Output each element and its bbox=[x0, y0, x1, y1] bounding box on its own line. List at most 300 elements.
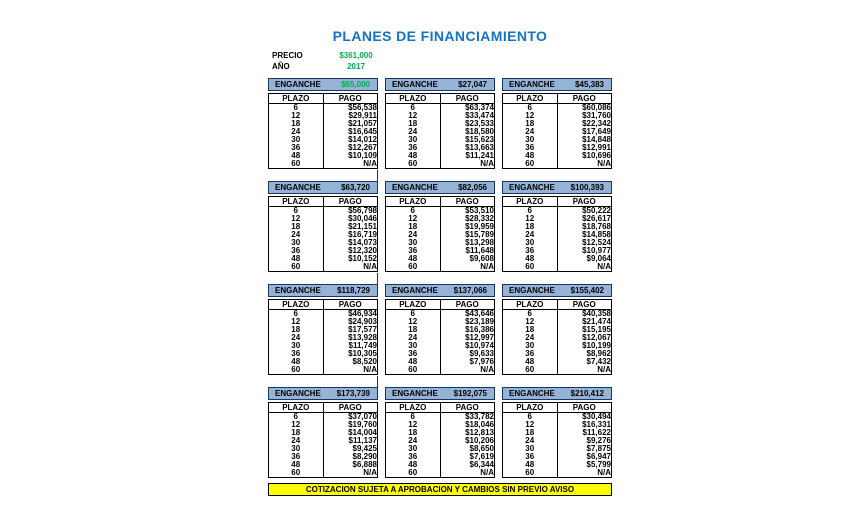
pago-header: PAGO bbox=[323, 403, 378, 413]
plazo-cell: 6 bbox=[503, 310, 558, 319]
pago-cell: $16,645 bbox=[348, 127, 377, 136]
payment-table bbox=[268, 196, 378, 272]
payment-table-header-row bbox=[503, 197, 612, 207]
plan-block bbox=[385, 284, 495, 376]
enganche-value: $27,047 bbox=[458, 80, 487, 89]
pago-cell: $8,962 bbox=[586, 349, 611, 358]
enganche-label: ENGANCHE bbox=[509, 183, 555, 192]
plazo-cell: 18 bbox=[503, 223, 558, 231]
pago-cell: $43,646 bbox=[465, 309, 494, 318]
pago-cell: N/A bbox=[597, 468, 611, 477]
plazo-header: PLAZO bbox=[386, 300, 441, 310]
payment-table-header-row bbox=[503, 300, 612, 310]
pago-cell: $19,959 bbox=[465, 222, 494, 231]
plazo-cell: 18 bbox=[269, 326, 324, 334]
payment-row bbox=[503, 461, 612, 469]
plazo-cell: 60 bbox=[386, 469, 441, 478]
pago-cell: $60,086 bbox=[582, 103, 611, 112]
plazo-cell: 36 bbox=[386, 144, 441, 152]
precio-label: PRECIO bbox=[272, 51, 303, 60]
plazo-cell: 6 bbox=[503, 413, 558, 422]
price-info bbox=[268, 50, 612, 72]
payment-row bbox=[269, 152, 378, 160]
pago-cell: $14,848 bbox=[582, 135, 611, 144]
enganche-header bbox=[502, 284, 612, 297]
enganche-header bbox=[268, 284, 378, 297]
plazo-cell: 18 bbox=[269, 223, 324, 231]
pago-cell: $10,109 bbox=[348, 151, 377, 160]
plazo-cell: 30 bbox=[386, 445, 441, 453]
payment-table bbox=[502, 196, 612, 272]
enganche-value: $210,412 bbox=[570, 389, 604, 398]
pago-cell: $15,789 bbox=[465, 230, 494, 239]
plazo-cell: 12 bbox=[503, 421, 558, 429]
pago-cell: $10,206 bbox=[465, 436, 494, 445]
pago-cell: $15,195 bbox=[582, 325, 611, 334]
pago-cell: $11,622 bbox=[582, 428, 611, 437]
plazo-cell: 6 bbox=[269, 413, 324, 422]
pago-cell: $7,432 bbox=[586, 357, 611, 366]
precio-row bbox=[268, 50, 612, 61]
pago-cell: $53,510 bbox=[465, 206, 494, 215]
precio-value: $361,000 bbox=[339, 51, 373, 60]
pago-cell: $10,305 bbox=[348, 349, 377, 358]
enganche-header bbox=[502, 78, 612, 91]
plazo-cell: 60 bbox=[386, 366, 441, 375]
enganche-value: $82,056 bbox=[458, 183, 487, 192]
pago-cell: $14,012 bbox=[348, 135, 377, 144]
pago-cell: $30,494 bbox=[582, 412, 611, 421]
plazo-cell: 60 bbox=[269, 469, 324, 478]
pago-cell: $30,046 bbox=[348, 214, 377, 223]
payment-row bbox=[386, 152, 495, 160]
payment-table bbox=[385, 299, 495, 375]
plazo-cell: 30 bbox=[386, 136, 441, 144]
plazo-cell: 60 bbox=[386, 160, 441, 169]
plazo-cell: 24 bbox=[503, 128, 558, 136]
enganche-label: ENGANCHE bbox=[275, 286, 321, 295]
grid-line-artifact bbox=[377, 273, 378, 284]
pago-cell: $14,858 bbox=[582, 230, 611, 239]
plazo-cell: 48 bbox=[386, 255, 441, 263]
plazo-cell: 6 bbox=[386, 413, 441, 422]
plazo-cell: 18 bbox=[386, 120, 441, 128]
pago-cell: $11,137 bbox=[348, 436, 377, 445]
pago-header: PAGO bbox=[557, 403, 612, 413]
pago-cell: $14,073 bbox=[348, 238, 377, 247]
pago-cell: $14,004 bbox=[348, 428, 377, 437]
pago-cell: $15,623 bbox=[465, 135, 494, 144]
enganche-header bbox=[502, 387, 612, 400]
plazo-cell: 6 bbox=[503, 104, 558, 113]
plan-block bbox=[385, 78, 495, 170]
pago-cell: N/A bbox=[363, 159, 377, 168]
enganche-value: $137,066 bbox=[453, 286, 487, 295]
plazo-cell: 30 bbox=[503, 342, 558, 350]
plazo-cell: 12 bbox=[269, 421, 324, 429]
plazo-cell: 36 bbox=[503, 144, 558, 152]
pago-cell: $12,267 bbox=[348, 143, 377, 152]
pago-cell: $12,991 bbox=[582, 143, 611, 152]
pago-cell: $56,538 bbox=[348, 103, 377, 112]
plan-block bbox=[385, 387, 495, 479]
payment-row bbox=[386, 469, 495, 478]
plazo-header: PLAZO bbox=[503, 403, 558, 413]
payment-table bbox=[268, 402, 378, 478]
pago-cell: $23,533 bbox=[465, 119, 494, 128]
sheet-content bbox=[268, 28, 612, 496]
enganche-label: ENGANCHE bbox=[275, 80, 321, 89]
plazo-cell: 48 bbox=[386, 461, 441, 469]
pago-cell: $21,151 bbox=[348, 222, 377, 231]
plazo-cell: 30 bbox=[269, 445, 324, 453]
plan-block bbox=[268, 284, 378, 376]
payment-table bbox=[385, 196, 495, 272]
payment-row bbox=[386, 255, 495, 263]
plazo-cell: 18 bbox=[269, 120, 324, 128]
enganche-label: ENGANCHE bbox=[392, 389, 438, 398]
plazo-cell: 30 bbox=[269, 342, 324, 350]
payment-table-header-row bbox=[269, 300, 378, 310]
pago-cell: $12,320 bbox=[348, 246, 377, 255]
plazo-cell: 6 bbox=[269, 104, 324, 113]
pago-cell: $63,374 bbox=[465, 103, 494, 112]
plazo-cell: 48 bbox=[269, 152, 324, 160]
pago-cell: $10,199 bbox=[582, 341, 611, 350]
pago-cell: $10,977 bbox=[582, 246, 611, 255]
payment-row bbox=[503, 263, 612, 272]
payment-row bbox=[386, 160, 495, 169]
pago-header: PAGO bbox=[557, 197, 612, 207]
plazo-cell: 12 bbox=[386, 112, 441, 120]
payment-row bbox=[503, 255, 612, 263]
plazo-cell: 48 bbox=[503, 152, 558, 160]
pago-cell: $22,342 bbox=[582, 119, 611, 128]
pago-header: PAGO bbox=[440, 197, 495, 207]
pago-cell: $56,798 bbox=[348, 206, 377, 215]
plazo-cell: 60 bbox=[269, 263, 324, 272]
plazo-cell: 48 bbox=[269, 255, 324, 263]
plazo-cell: 24 bbox=[386, 128, 441, 136]
payment-row bbox=[269, 366, 378, 375]
enganche-label: ENGANCHE bbox=[509, 389, 555, 398]
plazo-header: PLAZO bbox=[269, 94, 324, 104]
pago-cell: $12,524 bbox=[582, 238, 611, 247]
pago-cell: $23,189 bbox=[465, 317, 494, 326]
pago-header: PAGO bbox=[323, 197, 378, 207]
plazo-cell: 12 bbox=[503, 318, 558, 326]
payment-table-header-row bbox=[503, 94, 612, 104]
pago-cell: $9,064 bbox=[586, 254, 611, 263]
pago-cell: $8,290 bbox=[352, 452, 377, 461]
plan-block bbox=[502, 78, 612, 170]
plazo-cell: 36 bbox=[269, 247, 324, 255]
enganche-header bbox=[268, 78, 378, 91]
plazo-cell: 18 bbox=[503, 120, 558, 128]
pago-header: PAGO bbox=[440, 403, 495, 413]
payment-table bbox=[502, 402, 612, 478]
pago-header: PAGO bbox=[440, 94, 495, 104]
pago-cell: $12,067 bbox=[582, 333, 611, 342]
plazo-cell: 36 bbox=[386, 350, 441, 358]
enganche-label: ENGANCHE bbox=[509, 80, 555, 89]
pago-cell: $11,648 bbox=[465, 246, 494, 255]
plazo-header: PLAZO bbox=[386, 403, 441, 413]
payment-row bbox=[503, 366, 612, 375]
plazo-cell: 24 bbox=[269, 334, 324, 342]
plazo-cell: 12 bbox=[269, 112, 324, 120]
plazo-cell: 18 bbox=[386, 326, 441, 334]
plazo-header: PLAZO bbox=[269, 197, 324, 207]
payment-table bbox=[268, 93, 378, 169]
enganche-label: ENGANCHE bbox=[392, 183, 438, 192]
plazo-cell: 36 bbox=[386, 247, 441, 255]
pago-cell: $28,332 bbox=[465, 214, 494, 223]
plan-block bbox=[268, 387, 378, 479]
plans-grid bbox=[268, 78, 612, 479]
pago-cell: $6,947 bbox=[586, 452, 611, 461]
pago-cell: $16,331 bbox=[582, 420, 611, 429]
pago-cell: $31,760 bbox=[582, 111, 611, 120]
payment-row bbox=[386, 263, 495, 272]
pago-cell: $18,580 bbox=[465, 127, 494, 136]
plazo-cell: 12 bbox=[269, 215, 324, 223]
enganche-label: ENGANCHE bbox=[509, 286, 555, 295]
pago-cell: $9,425 bbox=[352, 444, 377, 453]
pago-cell: $40,358 bbox=[582, 309, 611, 318]
pago-cell: $11,241 bbox=[465, 151, 494, 160]
disclaimer-banner: COTIZACION SUJETA A APROBACION Y CAMBIOS SIN PREVIO AVISO bbox=[268, 483, 612, 496]
enganche-header bbox=[268, 181, 378, 194]
pago-cell: N/A bbox=[363, 262, 377, 271]
pago-cell: $9,608 bbox=[469, 254, 494, 263]
ano-row bbox=[268, 61, 612, 72]
plazo-cell: 12 bbox=[269, 318, 324, 326]
plazo-cell: 30 bbox=[503, 136, 558, 144]
plazo-cell: 60 bbox=[503, 366, 558, 375]
pago-cell: $33,474 bbox=[465, 111, 494, 120]
pago-cell: $21,474 bbox=[582, 317, 611, 326]
plazo-cell: 6 bbox=[503, 207, 558, 216]
grid-line-artifact bbox=[377, 376, 378, 387]
payment-table-header-row bbox=[269, 403, 378, 413]
plazo-cell: 18 bbox=[386, 429, 441, 437]
plazo-cell: 24 bbox=[503, 231, 558, 239]
plazo-cell: 48 bbox=[269, 461, 324, 469]
pago-cell: $37,070 bbox=[348, 412, 377, 421]
pago-cell: $29,911 bbox=[348, 111, 377, 120]
pago-cell: $12,997 bbox=[465, 333, 494, 342]
pago-cell: $7,976 bbox=[469, 357, 494, 366]
enganche-label: ENGANCHE bbox=[392, 80, 438, 89]
plan-block bbox=[385, 181, 495, 273]
plazo-header: PLAZO bbox=[503, 197, 558, 207]
pago-cell: $11,749 bbox=[348, 341, 377, 350]
plazo-cell: 36 bbox=[269, 453, 324, 461]
enganche-value: $45,383 bbox=[575, 80, 604, 89]
pago-cell: $16,386 bbox=[465, 325, 494, 334]
payment-table bbox=[502, 93, 612, 169]
pago-cell: $13,663 bbox=[465, 143, 494, 152]
plazo-header: PLAZO bbox=[386, 197, 441, 207]
pago-cell: $7,619 bbox=[469, 452, 494, 461]
enganche-value: $192,075 bbox=[453, 389, 487, 398]
plazo-cell: 18 bbox=[503, 429, 558, 437]
pago-cell: $8,520 bbox=[352, 357, 377, 366]
plazo-cell: 6 bbox=[269, 310, 324, 319]
payment-table-header-row bbox=[503, 403, 612, 413]
ano-label: AÑO bbox=[272, 62, 290, 71]
pago-cell: $21,057 bbox=[348, 119, 377, 128]
pago-cell: $9,633 bbox=[469, 349, 494, 358]
pago-cell: N/A bbox=[480, 365, 494, 374]
plan-block bbox=[268, 78, 378, 170]
plazo-cell: 6 bbox=[269, 207, 324, 216]
enganche-header bbox=[268, 387, 378, 400]
payment-row bbox=[269, 255, 378, 263]
plazo-cell: 24 bbox=[503, 437, 558, 445]
enganche-header bbox=[385, 181, 495, 194]
plan-block bbox=[502, 387, 612, 479]
plazo-cell: 48 bbox=[503, 255, 558, 263]
plazo-cell: 36 bbox=[503, 247, 558, 255]
plazo-cell: 60 bbox=[503, 263, 558, 272]
pago-cell: $6,344 bbox=[469, 460, 494, 469]
plazo-cell: 12 bbox=[503, 112, 558, 120]
plazo-cell: 60 bbox=[269, 366, 324, 375]
enganche-value: $118,729 bbox=[337, 286, 370, 295]
pago-cell: $7,875 bbox=[586, 444, 611, 453]
plazo-cell: 12 bbox=[386, 421, 441, 429]
pago-cell: N/A bbox=[363, 365, 377, 374]
enganche-value: $173,739 bbox=[336, 389, 370, 398]
pago-cell: $16,719 bbox=[348, 230, 377, 239]
plazo-cell: 12 bbox=[503, 215, 558, 223]
plazo-cell: 6 bbox=[386, 104, 441, 113]
plazo-cell: 24 bbox=[386, 334, 441, 342]
plazo-cell: 60 bbox=[269, 160, 324, 169]
pago-cell: $6,888 bbox=[352, 460, 377, 469]
plazo-cell: 48 bbox=[386, 152, 441, 160]
plazo-cell: 24 bbox=[269, 437, 324, 445]
payment-row bbox=[386, 366, 495, 375]
plazo-cell: 48 bbox=[269, 358, 324, 366]
plazo-cell: 12 bbox=[386, 318, 441, 326]
plan-block bbox=[502, 284, 612, 376]
plazo-cell: 48 bbox=[503, 461, 558, 469]
plan-block bbox=[502, 181, 612, 273]
plazo-cell: 6 bbox=[386, 207, 441, 216]
pago-header: PAGO bbox=[440, 300, 495, 310]
plazo-cell: 48 bbox=[386, 358, 441, 366]
plazo-cell: 18 bbox=[503, 326, 558, 334]
plazo-cell: 30 bbox=[503, 445, 558, 453]
grid-line-artifact bbox=[377, 170, 378, 181]
plazo-cell: 12 bbox=[386, 215, 441, 223]
plazo-cell: 6 bbox=[386, 310, 441, 319]
plazo-cell: 24 bbox=[503, 334, 558, 342]
pago-cell: $10,152 bbox=[348, 254, 377, 263]
plazo-cell: 60 bbox=[386, 263, 441, 272]
pago-header: PAGO bbox=[557, 94, 612, 104]
plazo-cell: 36 bbox=[269, 350, 324, 358]
pago-cell: N/A bbox=[480, 262, 494, 271]
plazo-cell: 18 bbox=[386, 223, 441, 231]
payment-table-header-row bbox=[386, 197, 495, 207]
plazo-header: PLAZO bbox=[503, 300, 558, 310]
plazo-cell: 36 bbox=[386, 453, 441, 461]
pago-cell: N/A bbox=[363, 468, 377, 477]
plazo-cell: 30 bbox=[269, 136, 324, 144]
pago-cell: N/A bbox=[597, 159, 611, 168]
enganche-label: ENGANCHE bbox=[392, 286, 438, 295]
payment-row bbox=[386, 358, 495, 366]
pago-cell: $19,760 bbox=[348, 420, 377, 429]
pago-cell: $18,046 bbox=[465, 420, 494, 429]
plazo-cell: 18 bbox=[269, 429, 324, 437]
plazo-cell: 60 bbox=[503, 160, 558, 169]
pago-cell: $10,974 bbox=[465, 341, 494, 350]
plazo-cell: 24 bbox=[386, 231, 441, 239]
pago-cell: $33,782 bbox=[465, 412, 494, 421]
pago-cell: $50,222 bbox=[582, 206, 611, 215]
plazo-cell: 24 bbox=[269, 128, 324, 136]
payment-table-header-row bbox=[386, 300, 495, 310]
enganche-header bbox=[385, 387, 495, 400]
payment-row bbox=[386, 461, 495, 469]
payment-row bbox=[269, 263, 378, 272]
page-title: PLANES DE FINANCIAMIENTO bbox=[332, 28, 548, 44]
pago-cell: $12,813 bbox=[465, 428, 494, 437]
pago-header: PAGO bbox=[323, 94, 378, 104]
ano-value: 2017 bbox=[347, 62, 365, 71]
payment-row bbox=[269, 160, 378, 169]
plazo-header: PLAZO bbox=[269, 403, 324, 413]
plazo-header: PLAZO bbox=[503, 94, 558, 104]
plazo-cell: 36 bbox=[503, 453, 558, 461]
pago-cell: $17,577 bbox=[348, 325, 377, 334]
payment-table bbox=[502, 299, 612, 375]
enganche-label: ENGANCHE bbox=[275, 389, 321, 398]
plazo-cell: 30 bbox=[386, 342, 441, 350]
plazo-cell: 48 bbox=[503, 358, 558, 366]
enganche-header bbox=[385, 284, 495, 297]
pago-cell: $26,617 bbox=[582, 214, 611, 223]
pago-cell: $9,276 bbox=[586, 436, 611, 445]
enganche-value: $155,402 bbox=[570, 286, 604, 295]
plan-block bbox=[268, 181, 378, 273]
enganche-value: $65,000 bbox=[341, 80, 370, 89]
pago-header: PAGO bbox=[557, 300, 612, 310]
enganche-value: $63,720 bbox=[341, 183, 370, 192]
payment-table-header-row bbox=[386, 403, 495, 413]
plazo-cell: 24 bbox=[386, 437, 441, 445]
enganche-header bbox=[502, 181, 612, 194]
payment-row bbox=[269, 358, 378, 366]
enganche-value: $100,393 bbox=[570, 183, 604, 192]
payment-row bbox=[503, 358, 612, 366]
payment-table bbox=[385, 93, 495, 169]
payment-table-header-row bbox=[269, 197, 378, 207]
payment-table bbox=[268, 299, 378, 375]
payment-row bbox=[503, 160, 612, 169]
pago-header: PAGO bbox=[323, 300, 378, 310]
enganche-header bbox=[385, 78, 495, 91]
enganche-label: ENGANCHE bbox=[275, 183, 321, 192]
pago-cell: $5,799 bbox=[586, 460, 611, 469]
pago-cell: N/A bbox=[597, 262, 611, 271]
pago-cell: $13,928 bbox=[348, 333, 377, 342]
